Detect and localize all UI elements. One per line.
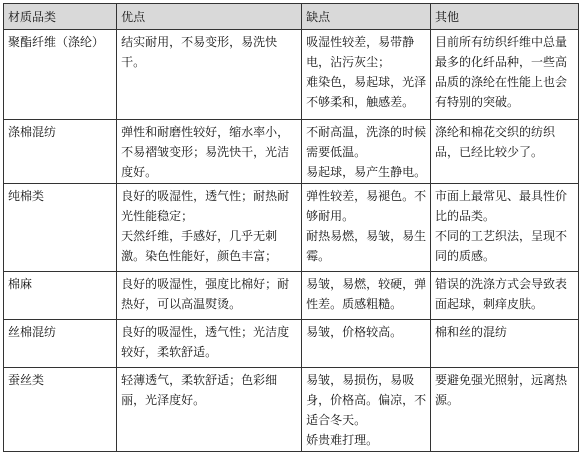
pros-cell [117, 30, 302, 120]
cons-text: 娇贵难打理。 [306, 433, 379, 447]
table-header-row [4, 4, 579, 30]
pros-text: 良好的吸湿性，透气性；光洁度较好，柔软舒适。 [121, 325, 290, 359]
table-row [4, 272, 579, 320]
cons-cell [302, 184, 431, 272]
material-name: 纯棉类 [4, 184, 117, 272]
pros-cell [117, 120, 302, 184]
cons-text: 耐热易燃，易皱，易生霉。 [306, 229, 427, 263]
cons-cell [302, 30, 431, 120]
header-pros: 优点 [117, 4, 302, 30]
cons-cell [302, 120, 431, 184]
other-cell [431, 320, 579, 368]
other-text: 错误的洗涤方式会导致表面起球，刺痒皮肤。 [435, 277, 568, 311]
pros-text: 轻薄透气，柔软舒适；色彩细丽，光泽度好。 [121, 373, 278, 407]
table-row [4, 30, 579, 120]
pros-cell [117, 368, 302, 452]
pros-cell [117, 272, 302, 320]
header-other: 其他 [431, 4, 579, 30]
table-row [4, 120, 579, 184]
cons-cell [302, 320, 431, 368]
other-text: 要避免强光照射，远离热源。 [435, 373, 568, 407]
cons-text: 不耐高温，洗涤的时候需要低温。 [306, 125, 427, 159]
header-cons: 缺点 [302, 4, 431, 30]
cons-cell [302, 272, 431, 320]
cons-text: 易皱，易燃，较硬，弹性差。质感粗糙。 [306, 277, 427, 311]
header-material: 材质品类 [4, 4, 117, 30]
pros-text: 良好的吸湿性，强度比棉好；耐热好，可以高温熨烫。 [121, 277, 290, 311]
cons-text: 弹性较差，易褪色。不够耐用。 [306, 189, 427, 223]
pros-cell [117, 184, 302, 272]
material-name: 聚酯纤维（涤纶） [4, 30, 117, 120]
cons-cell [302, 368, 431, 452]
table-row [4, 320, 579, 368]
other-cell [431, 368, 579, 452]
pros-text: 天然纤维，手感好，几乎无刺激。染色性能好，颜色丰富； [121, 229, 278, 263]
pros-cell [117, 320, 302, 368]
table-row [4, 184, 579, 272]
cons-text: 难染色，易起球，光泽不够柔和，触感差。 [306, 75, 427, 109]
other-text: 涤纶和棉花交织的纺织品，已经比较少了。 [435, 125, 556, 159]
other-cell [431, 184, 579, 272]
other-text: 目前所有纺织纤维中总量最多的化纤品种，一些高品质的涤纶在性能上也会有特别的突破。 [435, 35, 568, 109]
cons-text: 易皱，价格较高。 [306, 325, 403, 339]
cons-text: 易起球，易产生静电。 [306, 165, 427, 179]
cons-text: 吸湿性较差，易带静电，沾污灰尘； [306, 35, 415, 69]
other-cell [431, 30, 579, 120]
pros-text: 结实耐用，不易变形，易洗快干。 [121, 35, 278, 69]
material-name: 丝棉混纺 [4, 320, 117, 368]
other-cell [431, 120, 579, 184]
other-text: 市面上最常见、最具性价比的品类。 [435, 189, 568, 223]
table-row [4, 368, 579, 452]
material-name: 涤棉混纺 [4, 120, 117, 184]
pros-text: 弹性和耐磨性较好，缩水率小，不易褶皱变形；易洗快干，光洁度好。 [121, 125, 290, 179]
other-text: 不同的工艺织法，呈现不同的质感。 [435, 229, 568, 263]
material-name: 蚕丝类 [4, 368, 117, 452]
fabric-comparison-table [3, 3, 579, 452]
material-name: 棉麻 [4, 272, 117, 320]
other-cell [431, 272, 579, 320]
cons-text: 易皱，易损伤，易吸身，价格高。偏凉，不适合冬天。 [306, 373, 427, 427]
pros-text: 良好的吸湿性，透气性；耐热耐光性能稳定； [121, 189, 290, 223]
other-text: 棉和丝的混纺 [435, 325, 508, 339]
